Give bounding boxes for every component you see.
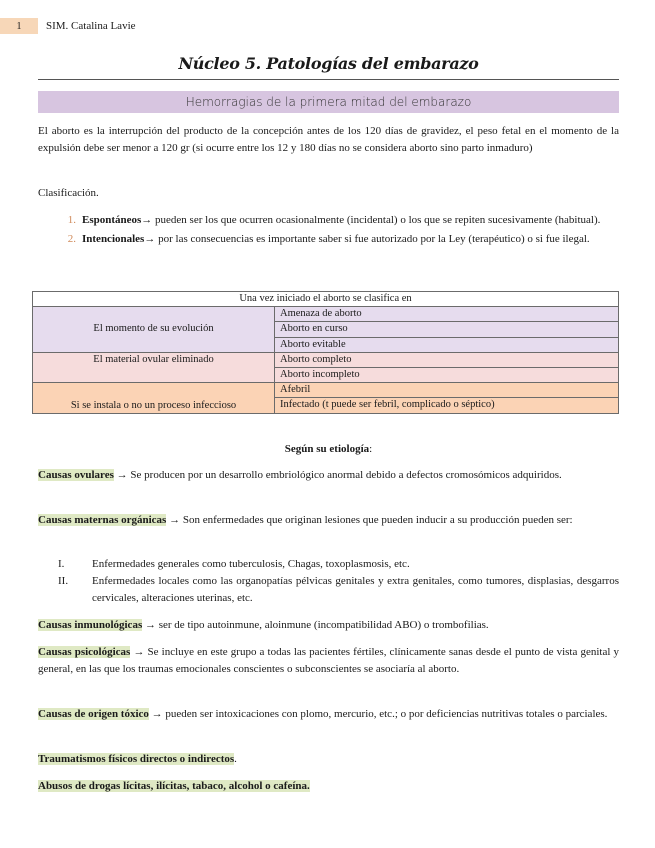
causes-abusos — [38, 778, 619, 795]
table-cell: Aborto incompleto — [275, 367, 619, 382]
classification-list — [38, 212, 619, 250]
list-text: por las consecuencias es importante saber si fue autorizado por la Ley (terapéutico) o si fue ilegal. — [158, 233, 590, 245]
list-item: I. Enfermedades generales como tuberculosis, Chagas, toxoplasmosis, etc. — [38, 556, 619, 573]
table-group-label: Si se instala o no un proceso infeccioso — [33, 383, 275, 413]
causes-ovulares: Causas ovulares → Se producen por un desarrollo embriológico anormal debido a defectos cromosómicos adquiridos. — [38, 469, 562, 481]
causes-traumatismos: Traumatismos físicos directos o indirectos. — [38, 753, 237, 765]
table-cell: Amenaza de aborto — [275, 307, 619, 322]
table-header: Una vez iniciado el aborto se clasifica en — [33, 292, 619, 307]
list-term: Espontáneos — [82, 214, 142, 226]
intro-paragraph: El aborto es la interrupción del producto de la concepción antes de los 120 días de gravidez, el peso fetal en el momento de la expulsión debe ser menor a 120 gr (si ocurre entre los 12 y 180 días no se considera aborto sino parto inmaduro) — [38, 125, 619, 154]
highlight-term: Causas maternas orgánicas — [38, 514, 167, 526]
page-number: 1 — [0, 18, 38, 34]
table-group-label: El material ovular eliminado — [33, 352, 275, 382]
highlight-term: Causas de origen tóxico — [38, 708, 149, 720]
document-title: Núcleo 5. Patologías del embarazo — [178, 54, 479, 73]
list-number: 2. — [67, 233, 76, 245]
table-cell: Aborto en curso — [275, 322, 619, 337]
etiologia-heading: Según su etiología: — [284, 443, 373, 455]
highlight-term: Causas ovulares — [38, 469, 114, 481]
table-group-label: El momento de su evolución — [33, 307, 275, 353]
section-subtitle: Hemorragias de la primera mitad del embarazo — [38, 91, 619, 113]
table-cell: Infectado (t puede ser febril, complicado o séptico) — [275, 398, 619, 413]
list-item — [38, 231, 619, 248]
title-divider — [38, 79, 619, 80]
table-cell: Aborto evitable — [275, 337, 619, 352]
highlight-term: Abusos de drogas lícitas, ilícitas, tabaco, alcohol o cafeína. — [38, 780, 310, 792]
maternas-list — [38, 556, 619, 607]
arrow-icon: → — [141, 214, 153, 226]
table-cell: Aborto completo — [275, 352, 619, 367]
table-cell: Afebril — [275, 383, 619, 398]
author-name: SIM. Catalina Lavie — [46, 20, 136, 32]
list-item: II. Enfermedades locales como las organopatías pélvicas genitales y extra genitales, como tumores, displasias, desgarros cervicales, alteraciones uterinas, etc. — [38, 573, 619, 607]
roman-numeral: I. — [58, 558, 65, 570]
highlight-term: Causas psicológicas — [38, 646, 131, 658]
clasificacion-label: Clasificación. — [38, 187, 99, 199]
arrow-icon: → — [144, 233, 156, 245]
highlight-term: Traumatismos físicos directos o indirectos — [38, 753, 235, 765]
list-text: pueden ser los que ocurren ocasionalmente (incidental) o los que se repiten sucesivamente (habitual). — [155, 214, 601, 226]
causes-psicologicas: Causas psicológicas → Se incluye en este grupo a todas las pacientes fértiles, clínicamente sanas desde el punto de vista genital y general, en las que los traumas emocionales conscientes o subconscientes se asociaría al aborto. — [38, 646, 619, 675]
causes-inmunologicas: Causas inmunológicas → ser de tipo autoinmune, aloinmune (incompatibilidad ABO) o trombofilias. — [38, 619, 489, 631]
causes-maternas: Causas maternas orgánicas → Son enfermedades que originan lesiones que pueden inducir a su producción pueden ser: — [38, 514, 573, 526]
page-header — [0, 18, 136, 34]
highlight-term: Causas inmunológicas — [38, 619, 143, 631]
list-number: 1. — [67, 214, 76, 226]
roman-numeral: II. — [58, 575, 69, 587]
list-item — [38, 212, 619, 229]
list-term: Intencionales — [82, 233, 145, 245]
classification-table — [32, 291, 619, 414]
causes-toxico: Causas de origen tóxico → pueden ser intoxicaciones con plomo, mercurio, etc.; o por deficiencias nutritivas totales o parciales. — [38, 708, 608, 720]
